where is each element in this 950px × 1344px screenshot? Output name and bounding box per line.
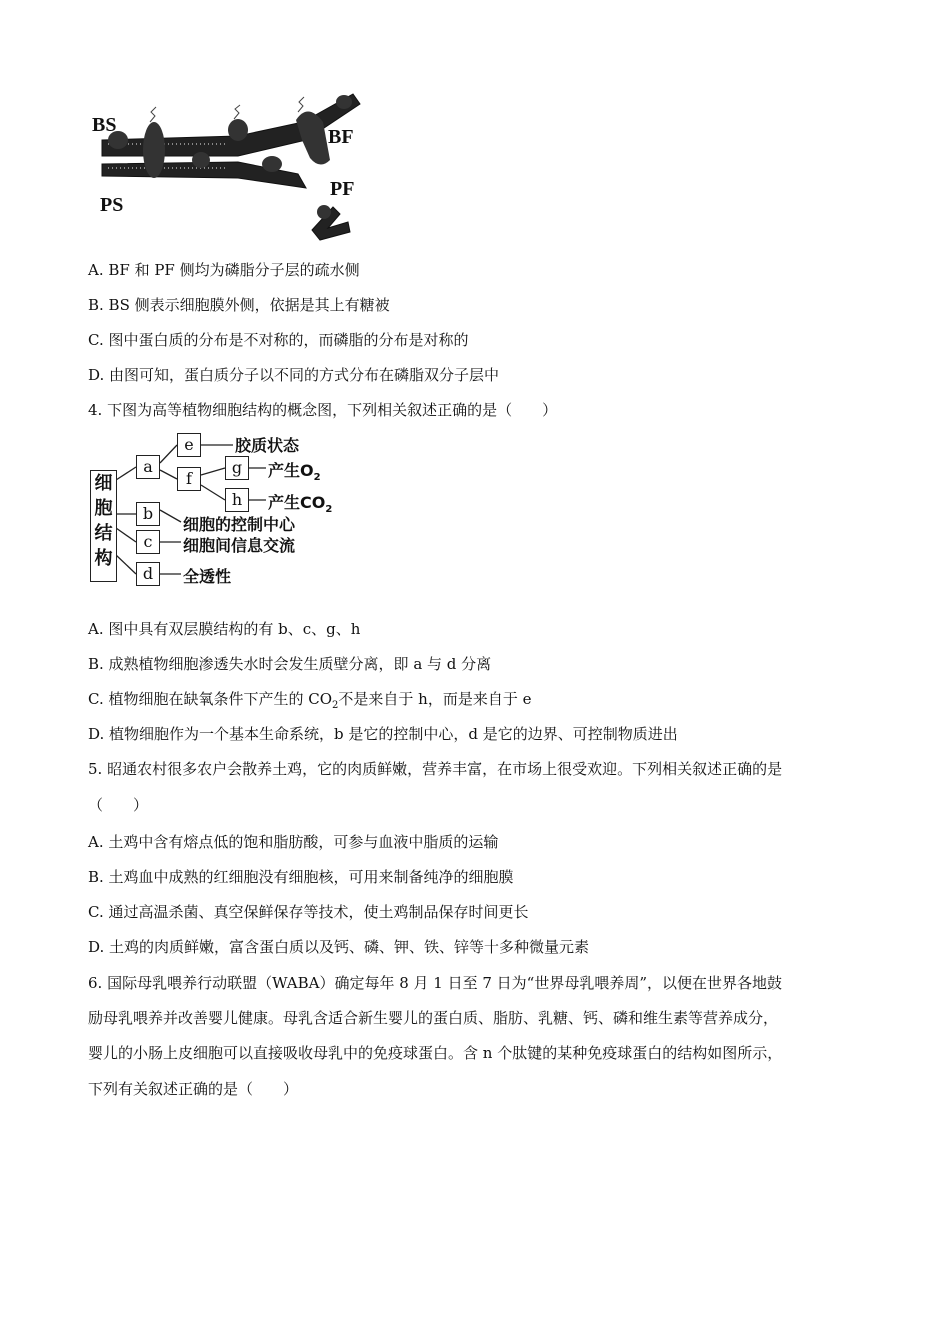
- q6-line-4: 下列有关叙述正确的是（ ）: [88, 1080, 299, 1098]
- label-d: 全透性: [183, 567, 232, 586]
- label-bs: BS: [92, 114, 117, 136]
- q3-option-b: B. BS 侧表示细胞膜外侧，依据是其上有糖被: [88, 296, 390, 314]
- q4-option-b: B. 成熟植物细胞渗透失水时会发生质壁分离，即 a 与 d 分离: [88, 655, 492, 673]
- node-h: h: [225, 488, 249, 512]
- label-c: 细胞间信息交流: [183, 536, 296, 555]
- q6-line-3: 婴儿的小肠上皮细胞可以直接吸收母乳中的免疫球蛋白。含 n 个肽键的某种免疫球蛋白的结构如图所示，: [88, 1044, 783, 1062]
- node-f: f: [177, 467, 201, 491]
- label-pf: PF: [330, 178, 355, 200]
- q4-option-a: A. 图中具有双层膜结构的有 b、c、g、h: [88, 620, 361, 638]
- q5-stem-paren: （ ）: [88, 796, 149, 814]
- q5-stem: 5. 昭通农村很多农户会散养土鸡，它的肉质鲜嫩，营养丰富，在市场上很受欢迎。下列相关叙述正确的是: [88, 760, 783, 778]
- q5-option-d: D. 土鸡的肉质鲜嫩，富含蛋白质以及钙、磷、钾、铁、锌等十多种微量元素: [88, 938, 590, 956]
- q4-option-c: C. 植物细胞在缺氧条件下产生的 $CO_2$不是来自于 h，而是来自于 e: [88, 690, 532, 711]
- q4-stem: 4. 下图为高等植物细胞结构的概念图，下列相关叙述正确的是（ ）: [88, 401, 558, 419]
- q3-option-c: C. 图中蛋白质的分布是不对称的，而磷脂的分布是对称的: [88, 331, 469, 349]
- node-b: b: [136, 502, 160, 526]
- q5-option-a: A. 土鸡中含有熔点低的饱和脂肪酸，可参与血液中脂质的运输: [88, 833, 499, 851]
- label-g: 产生$O_2$: [268, 461, 321, 484]
- label-ps: PS: [100, 194, 124, 216]
- membrane-freeze-fracture-figure: [88, 82, 378, 242]
- node-a: a: [136, 455, 160, 479]
- membrane-diagram: [88, 82, 378, 242]
- q6-line-1: 6. 国际母乳喂养行动联盟（WABA）确定每年 8 月 1 日至 7 日为“世界母乳喂养周”，以便在世界各地鼓: [88, 974, 783, 992]
- label-bf: BF: [328, 126, 354, 148]
- q4-option-d: D. 植物细胞作为一个基本生命系统，b 是它的控制中心，d 是它的边界、可控制物质进出: [88, 725, 678, 743]
- q5-option-b: B. 土鸡血中成熟的红细胞没有细胞核，可用来制备纯净的细胞膜: [88, 868, 514, 886]
- q6-line-2: 励母乳喂养并改善婴儿健康。母乳含适合新生婴儿的蛋白质、脂肪、乳糖、钙、磷和维生素等营养成分，: [88, 1009, 779, 1027]
- q3-option-d: D. 由图可知，蛋白质分子以不同的方式分布在磷脂双分子层中: [88, 366, 500, 384]
- q5-option-c: C. 通过高温杀菌、真空保鲜保存等技术，使土鸡制品保存时间更长: [88, 903, 529, 921]
- q3-option-a: A. BF 和 PF 侧均为磷脂分子层的疏水侧: [88, 261, 360, 279]
- node-cell-structure: 细胞结构: [90, 470, 117, 582]
- node-c: c: [136, 530, 160, 554]
- label-h: 产生$CO_2$: [268, 493, 333, 516]
- node-g: g: [225, 456, 249, 480]
- node-d: d: [136, 562, 160, 586]
- label-b: 细胞的控制中心: [183, 515, 296, 534]
- node-e: e: [177, 433, 201, 457]
- label-e: 胶质状态: [235, 436, 300, 455]
